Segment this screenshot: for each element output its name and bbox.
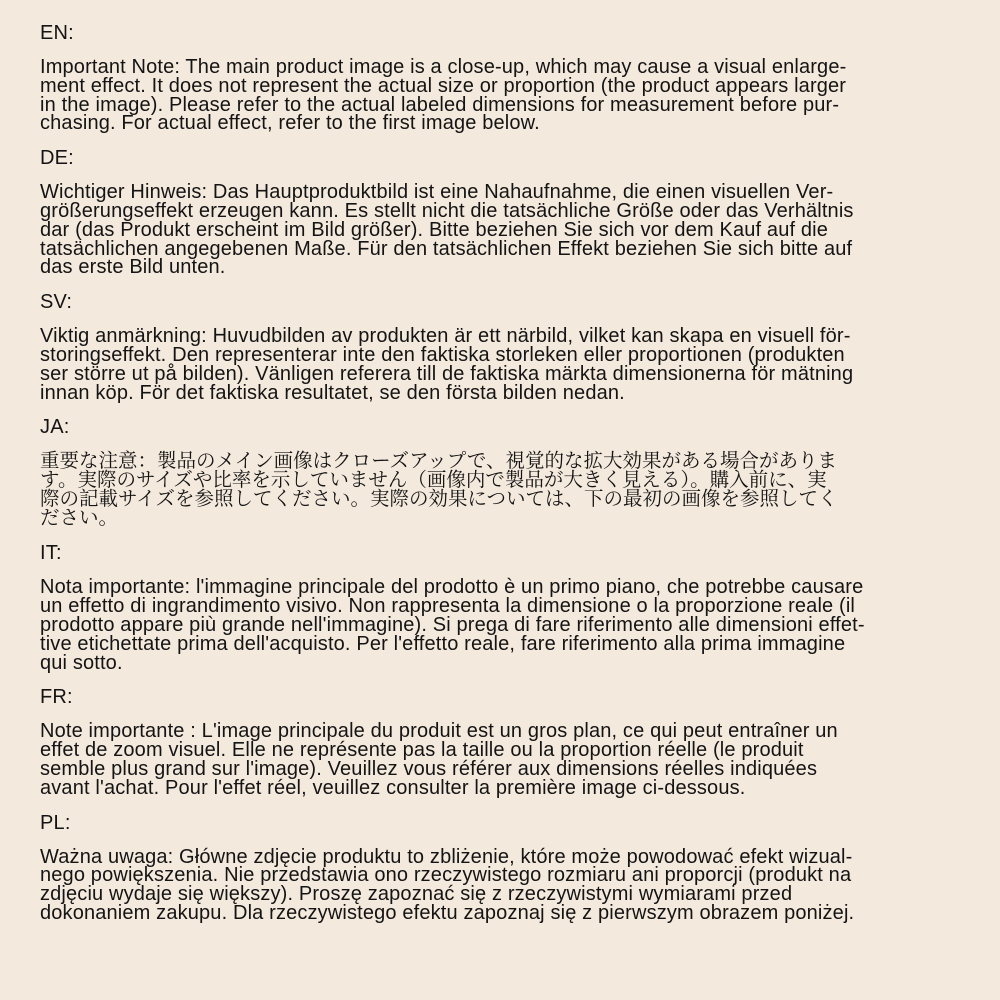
note-sv [40,327,960,402]
note-line: Note importante : L'image principale du produit est un gros plan, ce qui peut entraîner un [40,720,838,743]
note-line: Nota importante: l'immagine principale del prodotto è un primo piano, che potrebbe causare [40,576,864,599]
note-line: un effetto di ingrandimento visivo. Non rappresenta la dimensione o la proporzione reale (il [40,595,856,618]
note-line: avant l'achat. Pour l'effet réel, veuillez consulter la première image ci-dessous. [40,776,746,799]
note-de [40,183,960,277]
note-line: dokonaniem zakupu. Dla rzeczywistego efektu zapoznaj się z pierwszym obrazem poniżej. [40,901,855,924]
language-label-it: IT: [40,542,62,565]
note-fr [40,722,960,797]
note-line: dar (das Produkt erscheint im Bild größer). Bitte beziehen Sie sich vor dem Kauf auf die [40,218,829,241]
note-line: 際の記載サイズを参照してください。実際の効果については、下の最初の画像を参照してく [40,488,838,511]
note-line: 重要な注意：製品のメイン画像はクローズアップで、視覚的な拡大効果がある場合がありま [40,450,837,473]
note-line: Viktig anmärkning: Huvudbilden av produkten är ett närbild, vilket kan skapa en visuell för- [40,325,851,348]
note-line: das erste Bild unten. [40,256,226,279]
note-line: größerungseffekt erzeugen kann. Es stellt nicht die tatsächliche Größe oder das Verhältnis [40,199,854,222]
note-pl [40,845,960,924]
language-label-fr: FR: [40,686,73,709]
note-ja [40,452,960,528]
note-line: Wichtiger Hinweis: Das Hauptproduktbild ist eine Nahaufnahme, die einen visuellen Ver- [40,181,834,204]
note-line: chasing. For actual effect, refer to the first image below. [40,112,540,135]
note-line: す。実際のサイズや比率を示していません（画像内で製品が大きく見える）。購入前に、実 [40,469,827,492]
note-en [40,58,960,133]
note-line: tatsächlichen angegebenen Maße. Für den tatsächlichen Effekt beziehen Sie sich bitte auf [40,237,853,260]
note-line: in the image). Please refer to the actual labeled dimensions for measurement before pur- [40,93,840,116]
note-line: ser större ut på bilden). Vänligen referera till de faktiska märkta dimensionerna för mätning [40,362,854,385]
note-line: ment effect. It does not represent the actual size or proportion (the product appears larger [40,74,847,97]
note-line: qui sotto. [40,651,123,674]
note-line: ださい。 [40,507,119,530]
note-line: tive etichettate prima dell'acquisto. Per l'effetto reale, fare riferimento alla prima immagine [40,632,846,655]
language-label-ja: JA: [40,416,70,439]
language-label-sv: SV: [40,291,73,314]
note-line: prodotto appare più grande nell'immagine). Si prega di fare riferimento alle dimensioni effet- [40,613,865,636]
language-label-pl: PL: [40,811,71,834]
language-label-en: EN: [40,22,74,44]
note-line: effet de zoom visuel. Elle ne représente pas la taille ou la proportion réelle (le produit [40,739,804,762]
language-label-de: DE: [40,147,74,170]
note-line: Important Note: The main product image is a close-up, which may cause a visual enlarge- [40,56,847,78]
note-line: zdjęciu wydaje się większy). Proszę zapoznać się z rzeczywistymi wymiarami przed [40,883,793,906]
note-line: Ważna uwaga: Główne zdjęcie produktu to zbliżenie, które może powodować efekt wizual- [40,845,853,868]
note-line: innan köp. För det faktiska resultatet, se den första bilden nedan. [40,381,625,404]
note-line: storingseffekt. Den representerar inte den faktiska storleken eller proportionen (produkten [40,343,845,366]
note-line: semble plus grand sur l'image). Veuillez vous référer aux dimensions réelles indiquées [40,757,818,780]
note-it [40,578,960,672]
note-line: nego powiększenia. Nie przedstawia ono rzeczywistego rozmiaru ani proporcji (produkt na [40,864,852,887]
